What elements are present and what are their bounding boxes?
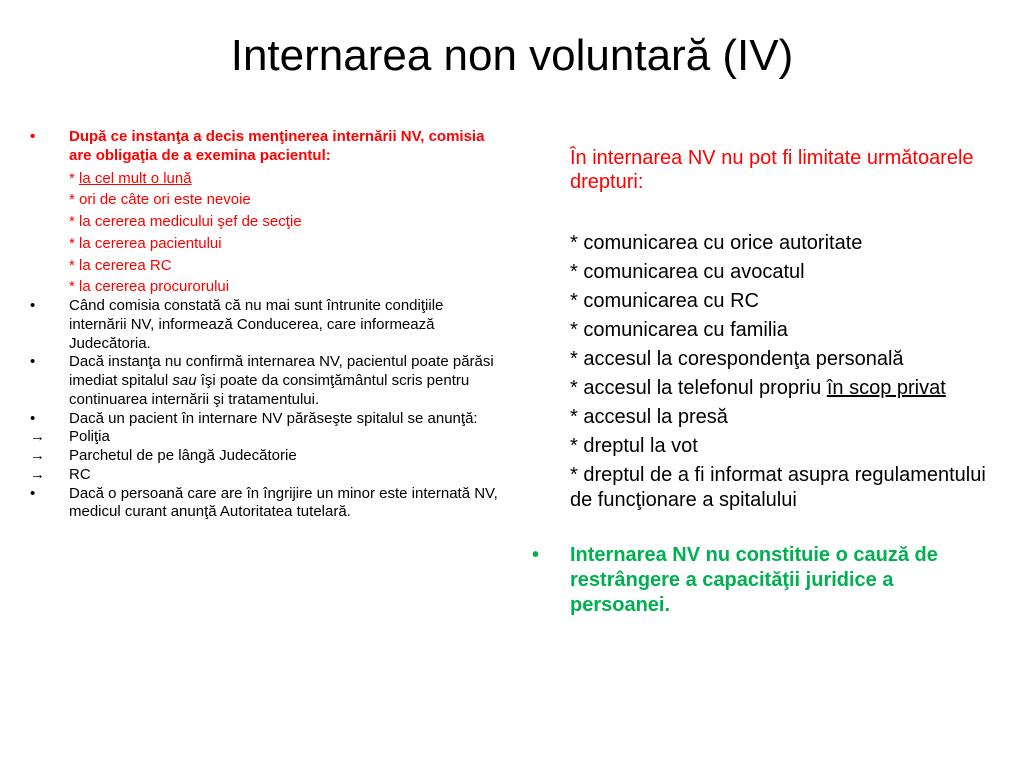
slide-title: Internarea non voluntară (IV) <box>230 31 794 80</box>
bullet-marker: • <box>30 484 36 502</box>
arrow-right-icon: → <box>30 465 45 483</box>
arrow-item-text: Poliţia <box>69 428 110 446</box>
rights-item: * comunicarea cu RC <box>570 289 759 312</box>
sub-item: * la cererea pacientului <box>69 234 222 252</box>
rights-item: * accesul la presă <box>570 405 728 428</box>
bullet-marker: • <box>30 409 36 427</box>
rights-item-underlined-text: în scop privat <box>826 376 946 399</box>
rights-item: * dreptul de a fi informat asupra regulamentului de funcţionare a spitalului <box>570 463 986 511</box>
rights-list <box>570 231 994 513</box>
rights-item-text: * accesul la telefonul propriu <box>570 376 827 399</box>
bullet-text: Dacă o persoană care are în îngrijire un minor este internată NV, medicul curant anunţă Autoritatea tutelară. <box>69 484 498 521</box>
note-text: Internarea NV nu constituie o cauză de restrângere a capacităţii juridice a persoanei. <box>570 543 938 616</box>
sub-item <box>30 170 505 189</box>
legal-capacity-note <box>532 543 994 618</box>
arrow-item <box>30 428 505 447</box>
arrow-item-text: RC <box>69 465 91 483</box>
bullet-text-italic: sau <box>172 372 197 389</box>
bullet-marker: • <box>30 128 36 145</box>
rights-item: * accesul la corespondenţa personală <box>570 347 904 370</box>
rights-heading: În internarea NV nu pot fi limitate următoarele drepturi: <box>570 147 974 194</box>
bullet-text: Dacă un pacient în internare NV părăseşte spitalul se anunţă: <box>69 409 478 427</box>
list-item <box>30 297 505 353</box>
sub-item: * la cererea procurorului <box>69 278 230 296</box>
rights-item: * dreptul la vot <box>570 434 698 457</box>
list-item <box>30 128 505 166</box>
arrow-item-text: Parchetul de pe lângă Judecătorie <box>69 447 297 464</box>
bullet-marker: • <box>30 353 36 371</box>
bullet-marker: • <box>532 543 540 566</box>
arrow-right-icon: → <box>30 428 45 446</box>
bullet-marker: • <box>30 297 36 314</box>
arrow-right-icon: → <box>30 447 45 464</box>
list-item <box>30 485 505 523</box>
bullet-text: Când comisia constată că nu mai sunt întrunite condiţiile internării NV, informează Conducerea, care informează Judecătoria. <box>69 297 444 352</box>
list-item <box>30 353 505 409</box>
sub-item: * la cererea medicului şef de secţie <box>69 213 302 230</box>
bullet-text: După ce instanţa a decis menţinerea internării NV, comisia are obligaţia de a exemina pacientul: <box>69 128 485 164</box>
left-column <box>30 128 505 522</box>
rights-item: * comunicarea cu familia <box>570 318 788 341</box>
bullet-text-part: îşi poate da consimţământul scris pentru continuarea internării şi tratamentului. <box>69 372 470 408</box>
sub-item-underlined-text: la cel mult o lună <box>79 169 192 187</box>
arrow-item <box>30 466 505 485</box>
list-item <box>30 410 505 429</box>
bullet-text-part: Dacă instanţa nu confirmă internarea NV, pacientul poate părăsi imediat spitalul <box>69 353 494 389</box>
rights-item: * comunicarea cu avocatul <box>570 260 805 283</box>
sub-item: * ori de câte ori este nevoie <box>69 191 251 209</box>
right-column <box>532 146 994 618</box>
sub-item-prefix: * <box>69 169 80 187</box>
sub-item: * la cererea RC <box>69 256 172 274</box>
rights-item <box>570 376 994 401</box>
rights-item: * comunicarea cu orice autoritate <box>570 231 863 254</box>
arrow-item <box>30 447 505 466</box>
